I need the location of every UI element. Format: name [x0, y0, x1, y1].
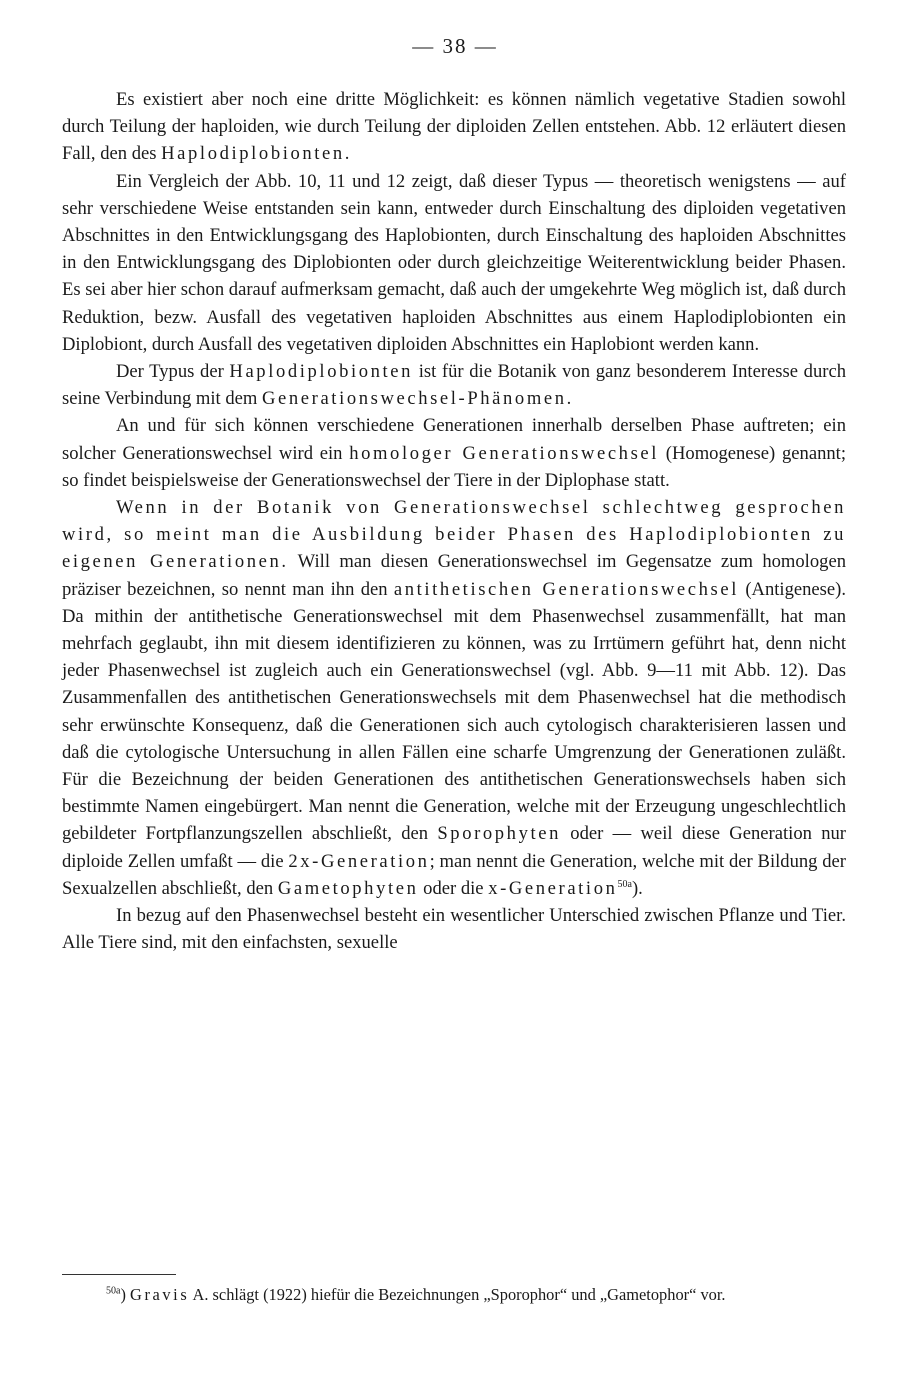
- text-run: Es existiert aber noch eine dritte Möglichkeit: es können nämlich vegetative Stadien sowohl durch Teilung der haploiden, wie durch Teilung der diploiden Zellen entstehen. Abb. 12 erläutert diesen Fall, den des: [62, 89, 846, 165]
- paragraph: [62, 412, 846, 494]
- main-text: [62, 86, 846, 957]
- spaced-emphasis: antithetischen Generationswechsel: [393, 578, 739, 600]
- footnote-author: Gravis: [130, 1285, 190, 1304]
- text-run: ; man nennt die Generation, welche mit der Bildung der Sexualzellen abschließt, den: [62, 850, 846, 899]
- spaced-emphasis: Sporophyten: [437, 823, 561, 845]
- text-run: ist für die Botanik von ganz besonderem Interesse durch seine Verbindung mit dem: [62, 361, 846, 410]
- spaced-emphasis: homologer Generationswechsel: [349, 442, 660, 464]
- spaced-emphasis: x-Generation: [488, 877, 618, 899]
- spaced-emphasis: Gametophyten: [277, 877, 419, 899]
- text-run: An und für sich können verschiedene Generationen innerhalb derselben Phase auftreten; ein solcher Generationswechsel wird ein: [62, 415, 846, 464]
- paragraph: [62, 358, 846, 412]
- text-run: Will man diesen Generationswechsel im Gegensatze zum homologen präziser bezeichnen, so nennt man ihn den: [62, 551, 846, 600]
- text-run: .: [344, 143, 350, 165]
- spaced-emphasis: 2x-Generation: [288, 850, 430, 872]
- page-number: — 38 —: [412, 34, 498, 58]
- footnote-reference: 50a: [617, 878, 632, 890]
- text-run: (Homogenese) genannt; so findet beispielsweise der Generationswechsel der Tiere in der Diplophase statt.: [62, 442, 847, 491]
- paragraph: [62, 168, 846, 358]
- text-run: Der Typus der: [116, 361, 230, 383]
- text-run: (Antigenese). Da mithin der antithetische Generationswechsel mit dem Phasenwechsel zusammenfällt, hat man mehrfach geglaubt, ihn mit diesem identifizieren zu können, was zu Irrtümern geführt hat, denn nicht jeder Phasenwechsel ist zugleich auch ein Generationswechsel (vgl. Abb. 9—11 mit Abb. 12). Das Zusammenfallen des antithetischen Generationswechsels mit dem Phasenwechsel hat die methodisch sehr erwünschte Konsequenz, daß die Generationen sich auch cytologisch charakterisieren lassen und daß die cytologische Untersuchung in allen Fällen eine scharfe Umgrenzung der Generationen zuläßt. Für die Bezeichnung der beiden Generationen des antithetischen Generationswechsels haben sich bestimmte Namen eingebürgert. Man nennt die Generation, welche mit der Erzeugung ungeschlechtlich gebildeter Fortpflanzungszellen abschließt, den: [62, 578, 847, 845]
- text-run: .: [566, 388, 572, 410]
- text-run: oder — weil diese Generation nur diploide Zellen umfaßt — die: [62, 823, 846, 872]
- text-run: Ein Vergleich der Abb. 10, 11 und 12 zeigt, daß dieser Typus — theoretisch wenigstens — auf sehr verschiedene Weise entstanden sein kann, entweder durch Einschaltung des diploiden vegetativen Abschnittes in den Entwicklungsgang des Haplobionten, durch Einschaltung des haploiden Abschnittes in den Entwicklungsgang des Diplobionten oder durch gleichzeitige Weiterentwicklung beider Phasen. Es sei aber hier schon darauf aufmerksam gemacht, daß auch der umgekehrte Weg möglich ist, daß durch Reduktion, bezw. Ausfall des vegetativen haploiden Abschnittes aus einem Haplodiplobionten ein Diplobiont, durch Ausfall des vegetativen diploiden Abschnittes ein Haplobiont werden kann.: [62, 170, 846, 355]
- spaced-emphasis: Haplodiplobionten: [161, 143, 345, 165]
- spaced-emphasis: Generationswechsel-Phänomen: [262, 388, 567, 410]
- footnote-divider: [62, 1274, 176, 1275]
- text-run: In bezug auf den Phasenwechsel besteht ein wesentlicher Unterschied zwischen Pflanze und Tier. Alle Tiere sind, mit den einfachsten, sexuelle: [62, 905, 846, 954]
- footnote-text: A. schlägt (1922) hiefür die Bezeichnungen „Sporophor“ und „Gametophor“ vor.: [189, 1285, 726, 1304]
- spaced-emphasis: Haplodiplobionten: [229, 361, 414, 383]
- text-run: oder die: [418, 877, 489, 899]
- spaced-emphasis: Wenn in der Botanik von Generationswechsel schlechtweg gesprochen wird, so meint man die Ausbildung beider Phasen des Haplodiplobionten zu eigenen Generationen.: [62, 497, 846, 573]
- paragraph: [62, 494, 846, 902]
- text-run: ).: [631, 877, 643, 899]
- paragraph: [62, 86, 846, 168]
- paragraph: [62, 902, 846, 956]
- footnote: $^{50a}$) Gravis A. schlägt (1922) hiefür die Bezeichnungen „Sporophor“ und „Gametophor“ vor.: [106, 1285, 726, 1304]
- footnote-marker: 50a: [106, 1285, 121, 1297]
